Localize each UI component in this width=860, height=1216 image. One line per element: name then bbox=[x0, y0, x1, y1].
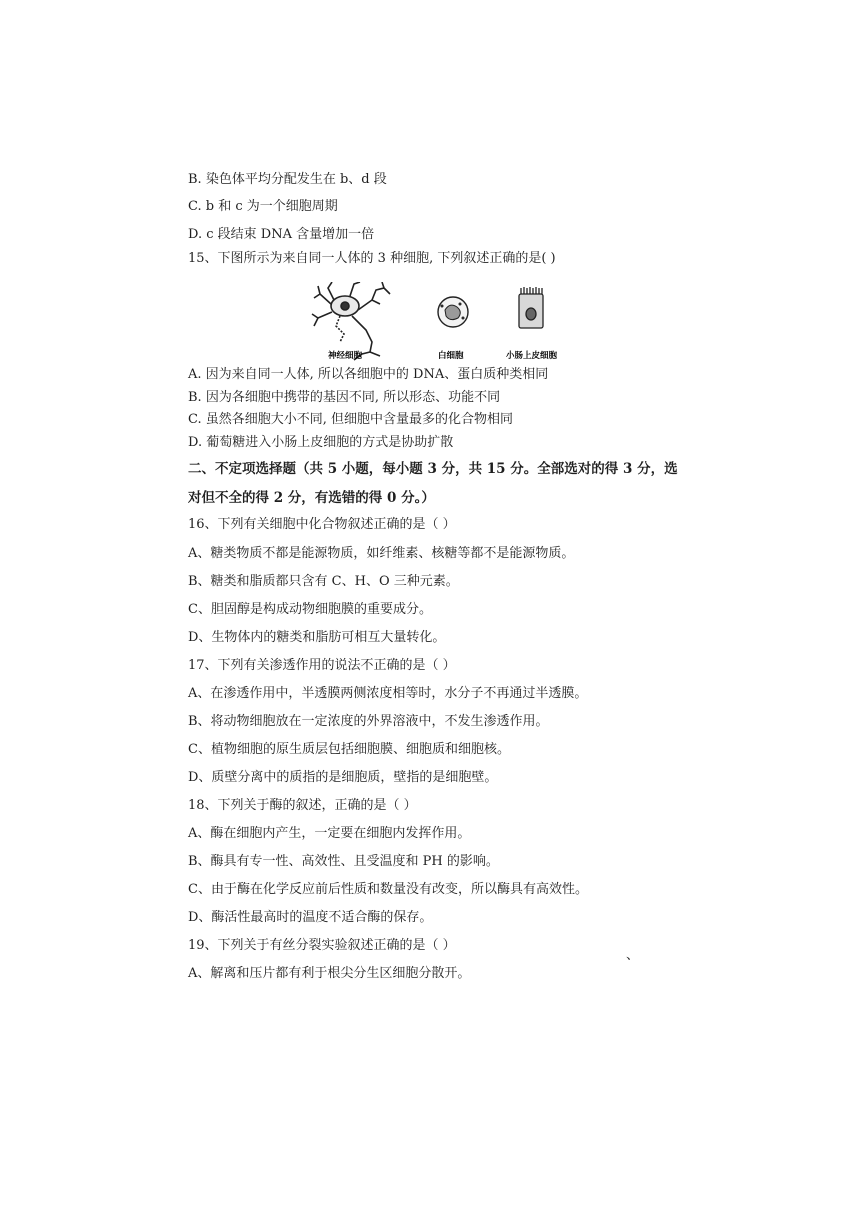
caption-neuron: 神经细胞 bbox=[328, 351, 363, 361]
q17-option-b: B、将动物细胞放在一定浓度的外界溶液中，不发生渗透作用。 bbox=[188, 714, 549, 729]
q18-stem: 18、下列关于酶的叙述，正确的是（ ） bbox=[188, 798, 417, 813]
neuron-cell-drawing bbox=[312, 282, 390, 360]
q18-option-d: D、酶活性最高时的温度不适合酶的保存。 bbox=[188, 910, 433, 925]
cell-figure bbox=[300, 282, 600, 372]
q19-option-a: A、解离和压片都有利于根尖分生区细胞分散开。 bbox=[188, 966, 471, 981]
q17-option-d: D、质壁分离中的质指的是细胞质，壁指的是细胞壁。 bbox=[188, 770, 498, 785]
q19-stem: 19、下列关于有丝分裂实验叙述正确的是（ ） bbox=[188, 938, 456, 953]
q15-option-a: A. 因为来自同一人体, 所以各细胞中的 DNA、蛋白质种类相同 bbox=[188, 367, 549, 382]
q14-option-b: B. 染色体平均分配发生在 b、d 段 bbox=[188, 172, 387, 187]
q17-stem: 17、下列有关渗透作用的说法不正确的是（ ） bbox=[188, 658, 456, 673]
q15-option-b: B. 因为各细胞中携带的基因不同, 所以形态、功能不同 bbox=[188, 390, 501, 405]
q14-option-c: C. b 和 c 为一个细胞周期 bbox=[188, 199, 338, 214]
q16-option-a: A、糖类物质不都是能源物质，如纤维素、核糖等都不是能源物质。 bbox=[188, 546, 575, 561]
white-blood-cell-drawing bbox=[438, 297, 468, 327]
cell-drawings bbox=[300, 282, 600, 372]
q16-option-d: D、生物体内的糖类和脂肪可相互大量转化。 bbox=[188, 630, 446, 645]
section-heading-line1: 二、不定项选择题（共 5 小题，每小题 3 分，共 15 分。全部选对的得 3 分，选 bbox=[188, 461, 678, 477]
q17-option-a: A、在渗透作用中，半透膜两侧浓度相等时，水分子不再通过半透膜。 bbox=[188, 686, 588, 701]
q16-stem: 16、下列有关细胞中化合物叙述正确的是（ ） bbox=[188, 517, 456, 532]
caption-white-blood-cell: 白细胞 bbox=[438, 351, 464, 361]
intestinal-epithelial-cell-drawing bbox=[519, 287, 543, 328]
q18-option-c: C、由于酶在化学反应前后性质和数量没有改变，所以酶具有高效性。 bbox=[188, 882, 588, 897]
stray-mark: 、 bbox=[626, 948, 640, 963]
q15-option-c: C. 虽然各细胞大小不同, 但细胞中含量最多的化合物相同 bbox=[188, 412, 514, 427]
q15-stem: 15、下图所示为来自同一人体的 3 种细胞, 下列叙述正确的是( ) bbox=[188, 251, 556, 266]
q18-option-b: B、酶具有专一性、高效性、且受温度和 PH 的影响。 bbox=[188, 854, 499, 869]
q15-option-d: D. 葡萄糖进入小肠上皮细胞的方式是协助扩散 bbox=[188, 435, 454, 450]
q16-option-c: C、胆固醇是构成动物细胞膜的重要成分。 bbox=[188, 602, 432, 617]
section-heading-line2: 对但不全的得 2 分，有选错的得 0 分。） bbox=[188, 490, 435, 506]
q14-option-d: D. c 段结束 DNA 含量增加一倍 bbox=[188, 227, 375, 242]
q16-option-b: B、糖类和脂质都只含有 C、H、O 三种元素。 bbox=[188, 574, 459, 589]
caption-intestinal-cell: 小肠上皮细胞 bbox=[506, 351, 558, 361]
q17-option-c: C、植物细胞的原生质层包括细胞膜、细胞质和细胞核。 bbox=[188, 742, 510, 757]
q18-option-a: A、酶在细胞内产生，一定要在细胞内发挥作用。 bbox=[188, 826, 471, 841]
